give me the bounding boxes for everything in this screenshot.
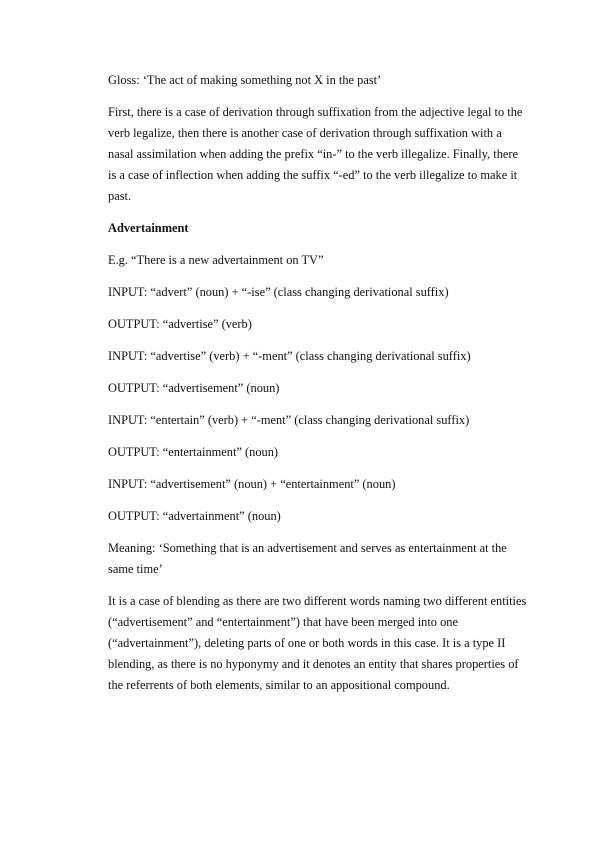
section-heading: Advertainment [108,221,189,235]
paragraph-blending: It is a case of blending as there are two different words naming two different entities (“advertisement” and “entertainment”) that have been merged into one (“advertainment”), deleting parts of one or both words in this case. It is a type II blending, as there is no hyponymy and it denotes an entity that shares properties of the referrents of both elements, similar to an appositional compound. [108,594,527,692]
derivation-line: OUTPUT: “advertisement” (noun) [108,381,280,395]
document-body [108,70,528,707]
gloss-line: Gloss: ‘The act of making something not X in the past’ [108,73,382,87]
meaning-line: Meaning: ‘Something that is an advertisement and serves as entertainment at the same time’ [108,541,507,576]
derivation-line: OUTPUT: “advertise” (verb) [108,317,252,331]
derivation-line: OUTPUT: “entertainment” (noun) [108,445,279,459]
derivation-line: INPUT: “entertain” (verb) + “-ment” (class changing derivational suffix) [108,413,470,427]
example-sentence: E.g. “There is a new advertainment on TV” [108,253,324,267]
derivation-line: INPUT: “advert” (noun) + “-ise” (class changing derivational suffix) [108,285,449,299]
paragraph-derivation: First, there is a case of derivation through suffixation from the adjective legal to the verb legalize, then there is another case of derivation through suffixation with a nasal assimilation when adding the prefix “in-” to the verb illegalize. Finally, there is a case of inflection when adding the suffix “-ed” to the verb illegalize to make it past. [108,105,523,203]
derivation-line: OUTPUT: “advertainment” (noun) [108,509,281,523]
derivation-line: INPUT: “advertise” (verb) + “-ment” (class changing derivational suffix) [108,349,471,363]
derivation-line: INPUT: “advertisement” (noun) + “entertainment” (noun) [108,477,396,491]
